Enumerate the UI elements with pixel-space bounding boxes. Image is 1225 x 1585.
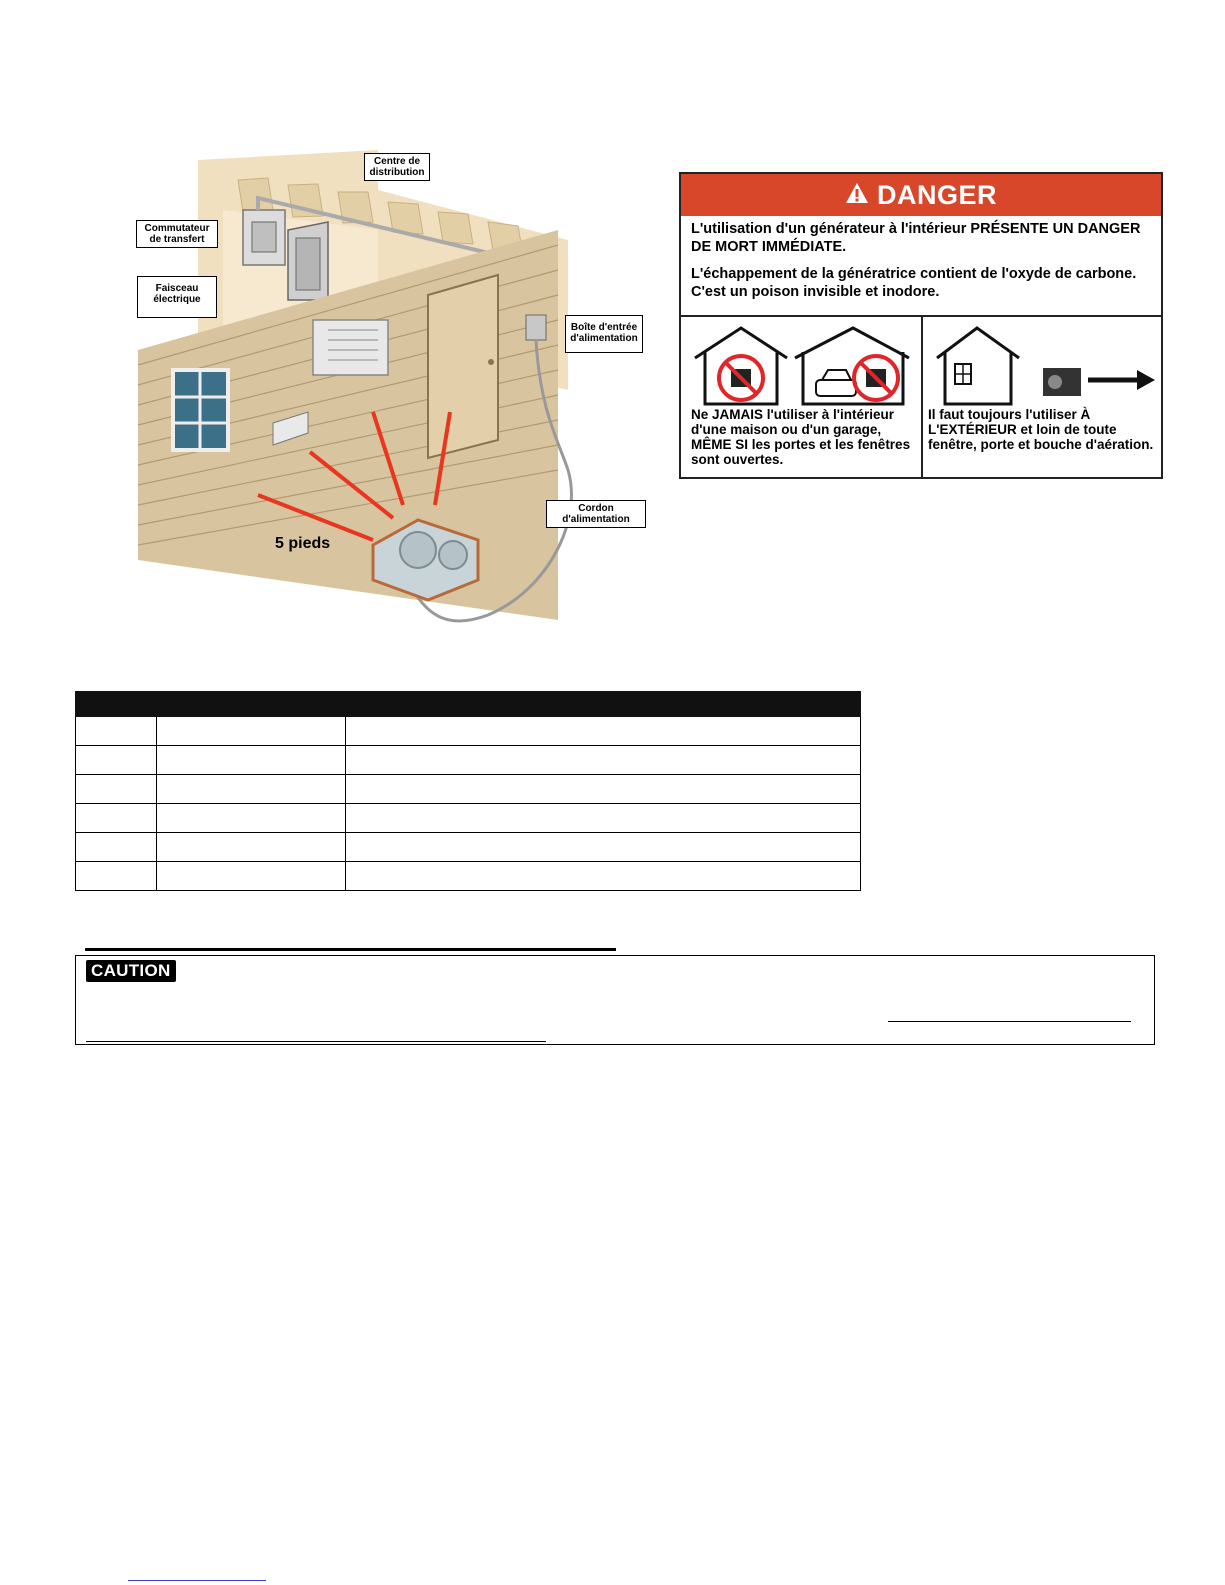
table-row bbox=[76, 717, 861, 746]
callout-distribution-center: Centre de distribution bbox=[364, 153, 430, 181]
caution-box bbox=[75, 955, 1155, 1045]
underline-segment bbox=[86, 1041, 546, 1042]
table-cell bbox=[157, 717, 346, 746]
table-row bbox=[76, 775, 861, 804]
danger-message bbox=[691, 220, 1151, 310]
table-cell bbox=[76, 833, 157, 862]
prohibited-generator-icon bbox=[719, 356, 763, 400]
table-cell bbox=[157, 775, 346, 804]
table-cell bbox=[346, 862, 861, 891]
callout-power-cord: Cordon d'alimentation bbox=[546, 500, 646, 528]
car-icon bbox=[816, 370, 856, 396]
underline-segment bbox=[888, 1021, 1131, 1022]
caution-badge: CAUTION bbox=[86, 960, 176, 982]
footer-link-underline bbox=[128, 1580, 266, 1581]
callout-wiring-harness: Faisceau électrique bbox=[137, 276, 217, 318]
table-row bbox=[76, 833, 861, 862]
danger-panel-divider bbox=[921, 315, 923, 477]
table-row bbox=[76, 862, 861, 891]
section-rule bbox=[85, 948, 616, 951]
warning-triangle-icon bbox=[845, 182, 869, 209]
table-cell bbox=[157, 804, 346, 833]
table-cell bbox=[346, 804, 861, 833]
table-header-cell bbox=[346, 692, 861, 717]
distance-label: 5 pieds bbox=[275, 535, 331, 552]
danger-paragraph-1: L'utilisation d'un générateur à l'intérieur PRÉSENTE UN DANGER DE MORT IMMÉDIATE. bbox=[691, 221, 1141, 255]
table-cell bbox=[346, 717, 861, 746]
table-cell bbox=[346, 746, 861, 775]
table-cell bbox=[76, 804, 157, 833]
prohibited-generator-icon bbox=[854, 356, 898, 400]
table-header-row bbox=[76, 692, 861, 717]
danger-header bbox=[681, 174, 1161, 216]
arrow-right-icon bbox=[1088, 370, 1155, 390]
table-cell bbox=[157, 862, 346, 891]
danger-title: DANGER bbox=[876, 179, 997, 210]
danger-paragraph-2: L'échappement de la génératrice contient de l'oxyde de carbone. C'est un poison invisible et inodore. bbox=[691, 266, 1137, 300]
table-header-cell bbox=[76, 692, 157, 717]
callout-transfer-switch: Commutateur de transfert bbox=[136, 220, 218, 248]
callout-power-inlet-box: Boîte d'entrée d'alimentation bbox=[565, 315, 643, 353]
generator-icon bbox=[1043, 368, 1081, 396]
danger-safety-label bbox=[679, 172, 1163, 479]
table-row bbox=[76, 804, 861, 833]
indoor-warning-text: Ne JAMAIS l'utiliser à l'intérieur d'une maison ou d'un garage, MÊME SI les portes et les fenêtres sont ouvertes. bbox=[691, 407, 911, 467]
table-header-cell bbox=[157, 692, 346, 717]
no-indoor-use-pictogram bbox=[691, 324, 913, 408]
table-row bbox=[76, 746, 861, 775]
table-cell bbox=[346, 833, 861, 862]
table-cell bbox=[76, 717, 157, 746]
generator-installation-illustration bbox=[128, 150, 658, 660]
outdoor-instruction-text: Il faut toujours l'utiliser À L'EXTÉRIEUR et loin de toute fenêtre, porte et bouche d'aération. bbox=[928, 407, 1154, 452]
table-cell bbox=[157, 833, 346, 862]
table-cell bbox=[76, 775, 157, 804]
spec-table bbox=[75, 691, 861, 891]
table-cell bbox=[76, 746, 157, 775]
table-cell bbox=[76, 862, 157, 891]
table-cell bbox=[157, 746, 346, 775]
outdoor-use-pictogram bbox=[933, 324, 1161, 408]
table-cell bbox=[346, 775, 861, 804]
